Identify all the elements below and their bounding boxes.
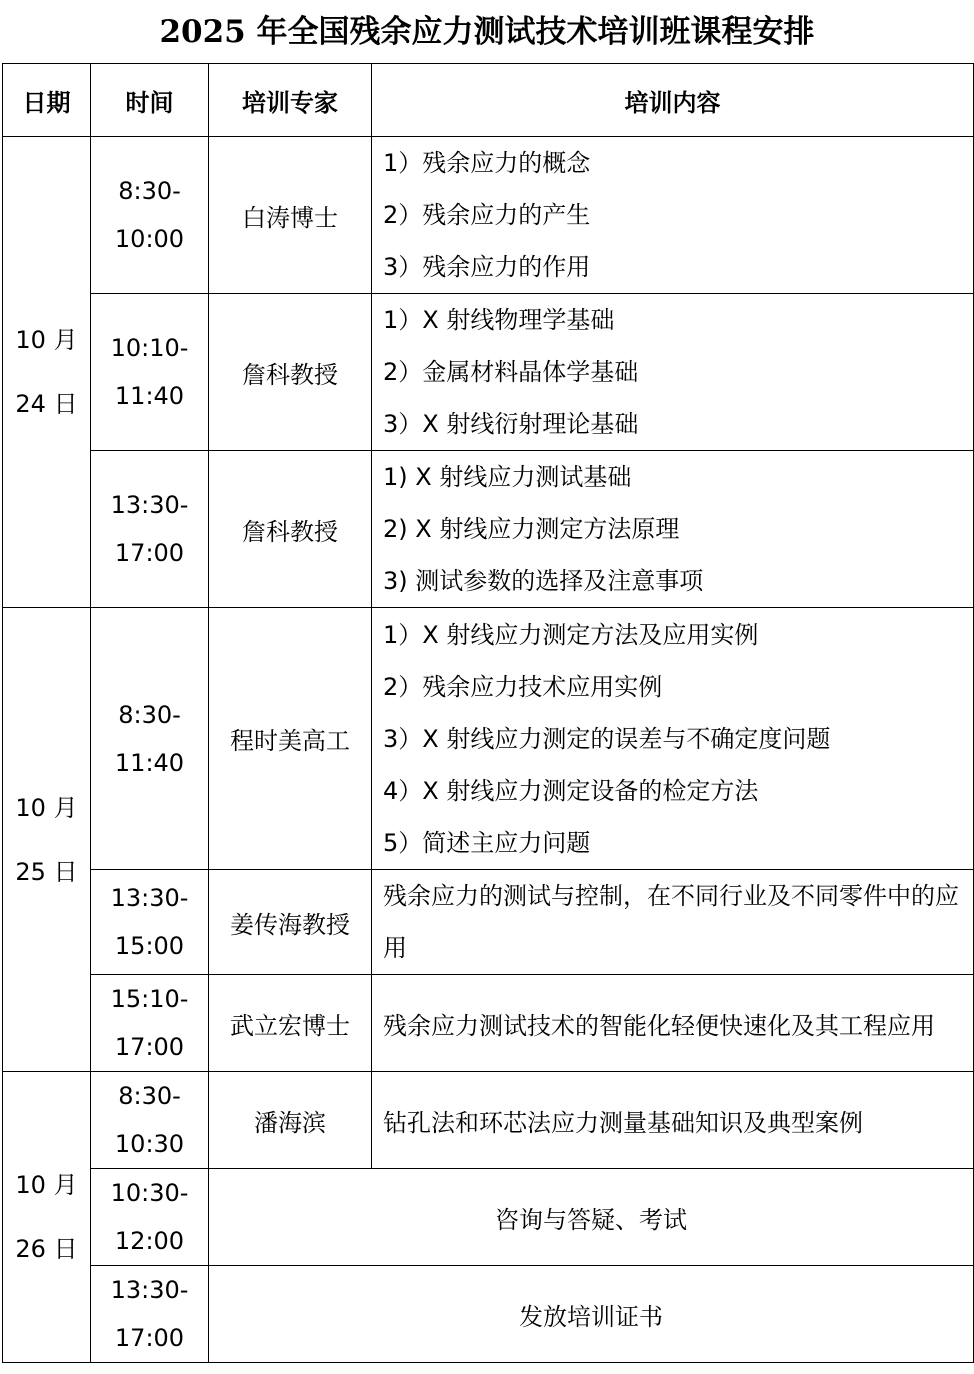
time-cell: 13:30- 17:00	[91, 1266, 209, 1363]
table-row	[3, 1072, 974, 1169]
content-item: 3）X 射线衍射理论基础	[383, 410, 639, 438]
content-cell	[372, 294, 974, 451]
content-cell	[372, 137, 974, 294]
content-item: 3）X 射线应力测定的误差与不确定度问题	[383, 724, 831, 753]
content-item: 2）残余应力技术应用实例	[383, 672, 663, 701]
table-row	[3, 608, 974, 870]
merged-content-cell: 咨询与答疑、考试	[209, 1169, 974, 1266]
time-cell: 13:30- 17:00	[91, 451, 209, 608]
content-item: 2) X 射线应力测定方法原理	[383, 515, 680, 543]
table-row	[3, 137, 974, 294]
page-title: 2025 年全国残余应力测试技术培训班课程安排	[159, 14, 815, 50]
expert-cell: 詹科教授	[209, 451, 372, 608]
header-content: 培训内容	[372, 64, 974, 137]
time-cell: 13:30- 15:00	[91, 870, 209, 975]
date-cell: 10 月 26 日	[3, 1072, 91, 1363]
table-row	[3, 451, 974, 608]
date-cell: 10 月 25 日	[3, 608, 91, 1072]
content-item: 1）X 射线应力测定方法及应用实例	[383, 620, 759, 649]
merged-content-cell: 发放培训证书	[209, 1266, 974, 1363]
table-row	[3, 294, 974, 451]
content-cell	[372, 608, 974, 870]
content-item: 1) X 射线应力测试基础	[383, 463, 632, 491]
expert-cell: 姜传海教授	[209, 870, 372, 975]
content-cell: 残余应力的测试与控制，在不同行业及不同零件中的应用	[372, 870, 974, 975]
date-cell: 10 月 24 日	[3, 137, 91, 608]
schedule-table	[2, 63, 974, 1363]
content-item: 2）金属材料晶体学基础	[383, 358, 639, 386]
time-cell: 8:30- 10:30	[91, 1072, 209, 1169]
expert-cell: 武立宏博士	[209, 975, 372, 1072]
header-time: 时间	[91, 64, 209, 137]
content-item: 5）简述主应力问题	[383, 828, 591, 857]
content-cell: 钻孔法和环芯法应力测量基础知识及典型案例	[372, 1072, 974, 1169]
time-cell: 15:10- 17:00	[91, 975, 209, 1072]
expert-cell: 潘海滨	[209, 1072, 372, 1169]
expert-cell: 程时美高工	[209, 608, 372, 870]
header-expert: 培训专家	[209, 64, 372, 137]
content-item: 1）X 射线物理学基础	[383, 306, 615, 334]
time-cell: 10:30- 12:00	[91, 1169, 209, 1266]
expert-cell: 白涛博士	[209, 137, 372, 294]
table-row	[3, 1169, 974, 1266]
table-row	[3, 975, 974, 1072]
header-row	[3, 64, 974, 137]
content-item: 4）X 射线应力测定设备的检定方法	[383, 776, 759, 805]
content-item: 2）残余应力的产生	[383, 201, 591, 229]
table-row	[3, 870, 974, 975]
content-cell	[372, 451, 974, 608]
content-item: 3) 测试参数的选择及注意事项	[383, 567, 704, 595]
content-cell: 残余应力测试技术的智能化轻便快速化及其工程应用	[372, 975, 974, 1072]
expert-cell: 詹科教授	[209, 294, 372, 451]
table-row	[3, 1266, 974, 1363]
content-item: 3）残余应力的作用	[383, 253, 591, 281]
content-item: 1）残余应力的概念	[383, 149, 591, 177]
time-cell: 8:30- 11:40	[91, 608, 209, 870]
time-cell: 10:10- 11:40	[91, 294, 209, 451]
header-date: 日期	[3, 64, 91, 137]
time-cell: 8:30- 10:00	[91, 137, 209, 294]
